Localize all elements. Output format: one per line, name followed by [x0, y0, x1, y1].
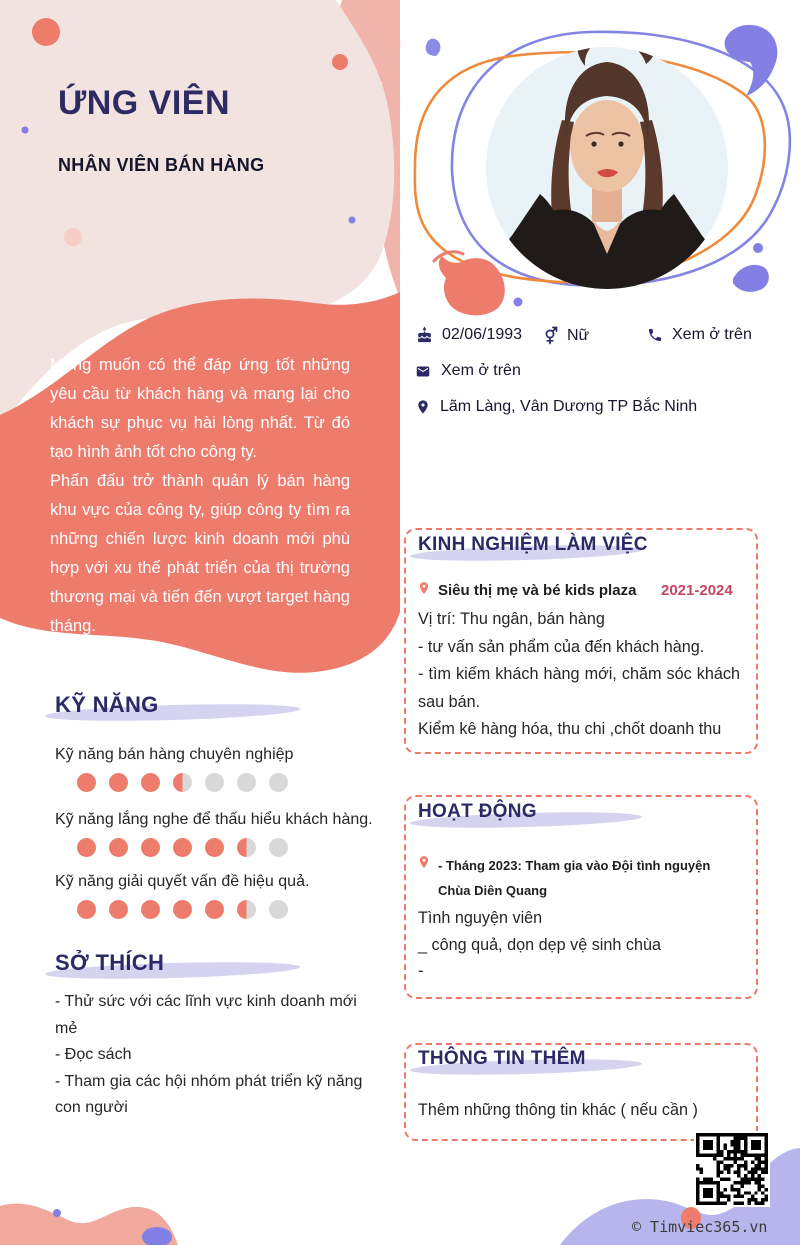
page-title: ỨNG VIÊN — [58, 84, 231, 122]
skill-dot — [269, 900, 288, 919]
skill-dot — [141, 838, 160, 857]
skills-heading — [45, 692, 305, 726]
skill-dot — [109, 838, 128, 857]
skill-dot — [77, 838, 96, 857]
skill-label: Kỹ năng bán hàng chuyên nghiệp — [55, 746, 294, 763]
hobby-item: - Thử sức với các lĩnh vực kinh doanh mới mẻ — [55, 993, 357, 1037]
purple-dot-3 — [514, 298, 523, 307]
skill-dots — [77, 838, 385, 857]
gender-row — [543, 326, 589, 345]
email-value: Xem ở trên — [441, 362, 521, 379]
skill-label: Kỹ năng lắng nghe để thấu hiểu khách hàng. — [55, 811, 373, 828]
skill-dot — [205, 900, 224, 919]
skill-dot — [109, 900, 128, 919]
gender-icon — [543, 326, 558, 345]
skill-dot — [269, 838, 288, 857]
experience-line: - tìm kiếm khách hàng mới, chăm sóc khách sau bán. — [418, 665, 740, 711]
hobbies-heading-text: SỞ THÍCH — [55, 950, 165, 975]
skill-dot — [109, 773, 128, 792]
location-pin-icon — [417, 579, 431, 597]
activities-heading — [410, 801, 740, 831]
profile-photo — [486, 9, 728, 292]
skill-dot — [237, 773, 256, 792]
skill-label: Kỹ năng giải quyết vấn đề hiệu quả. — [55, 873, 310, 890]
coral-dot-large — [32, 18, 60, 46]
page-subtitle: NHÂN VIÊN BÁN HÀNG — [58, 155, 265, 175]
hobby-item: - Đọc sách — [55, 1046, 132, 1063]
email-icon — [414, 364, 432, 379]
purple-dot-2 — [349, 217, 356, 224]
email-row — [414, 362, 521, 380]
purple-blob-photo — [733, 265, 769, 292]
activity-line: _ công quả, dọn dẹp vệ sinh chùa — [418, 935, 662, 954]
skill-dot — [141, 900, 160, 919]
skill-dots — [77, 773, 385, 792]
skill-dot — [237, 900, 256, 919]
qr-code-image — [696, 1133, 768, 1205]
hobbies-heading — [45, 950, 305, 984]
coral-dot-small — [332, 54, 348, 70]
activity-title: - Tháng 2023: Tham gia vào Đội tình nguyện Chùa Diên Quang — [438, 858, 711, 898]
skill-dot — [173, 838, 192, 857]
company-name: Siêu thị mẹ và bé kids plaza — [438, 582, 637, 599]
skill-item — [55, 873, 385, 919]
objective-paragraph-1: Mong muốn có thể đáp ứng tốt những yêu cầu từ khách hàng và mang lại cho khách sự phục vụ hài lòng nhất. Từ đó tạo hình ảnh tốt cho công ty. — [50, 356, 350, 461]
career-objective — [50, 351, 350, 641]
activity-details — [418, 905, 740, 985]
skills-heading-text: KỸ NĂNG — [55, 692, 159, 717]
objective-paragraph-2: Phấn đấu trở thành quản lý bán hàng khu vực của công ty, giúp công ty tìm ra những chiến lược kinh doanh mới phù hợp với xu thế phát triển của thị trường thương mại và tiến đến vượt target hàng tháng. — [50, 472, 350, 635]
activity-line: - — [418, 962, 424, 980]
skill-dots — [77, 900, 385, 919]
experience-line: Kiểm kê hàng hóa, thu chi ,chốt doanh thu — [418, 720, 722, 738]
additional-heading — [410, 1048, 740, 1078]
skill-dot — [205, 773, 224, 792]
birthday-row — [416, 326, 522, 344]
skill-dot — [237, 838, 256, 857]
purple-dot-4 — [753, 243, 763, 253]
coral-blob-photo — [439, 256, 505, 315]
qr-code — [694, 1131, 770, 1207]
address-row — [415, 397, 697, 417]
purple-dot-footer — [53, 1209, 61, 1217]
hobby-item: - Tham gia các hội nhóm phát triển kỹ năng con người — [55, 1072, 363, 1116]
skill-dot — [77, 900, 96, 919]
footer-credit: © Timviec365.vn — [632, 1218, 768, 1236]
activities-heading-text: HOẠT ĐỘNG — [418, 801, 537, 822]
experience-period: 2021-2024 — [661, 582, 733, 599]
gender-value: Nữ — [567, 326, 590, 344]
address-value: Lãm Làng, Vân Dương TP Bắc Ninh — [440, 398, 698, 415]
purple-dot-1 — [22, 127, 29, 134]
phone-icon — [647, 327, 663, 343]
additional-heading-text: THÔNG TIN THÊM — [418, 1048, 586, 1069]
experience-pin — [417, 579, 431, 602]
activity-line: Tình nguyện viên — [418, 909, 543, 927]
skill-dot — [173, 900, 192, 919]
birthday-cake-icon — [416, 326, 433, 344]
skill-dot — [269, 773, 288, 792]
location-pin-icon — [415, 397, 431, 417]
experience-heading — [410, 534, 740, 564]
location-pin-icon — [417, 853, 431, 871]
hobbies-list — [55, 989, 377, 1122]
experience-line: - tư vấn sản phẩm của đến khách hàng. — [418, 637, 705, 656]
experience-line: Vị trí: Thu ngân, bán hàng — [418, 610, 605, 628]
phone-row — [647, 326, 752, 344]
skill-item — [55, 811, 385, 857]
phone-value: Xem ở trên — [672, 326, 752, 343]
skill-dot — [205, 838, 224, 857]
lightpink-dot — [64, 228, 82, 246]
skill-dot — [77, 773, 96, 792]
additional-text: Thêm những thông tin khác ( nếu cần ) — [418, 1101, 698, 1119]
experience-heading-text: KINH NGHIỆM LÀM VIỆC — [418, 534, 648, 555]
skill-item — [55, 746, 385, 792]
skill-dot — [141, 773, 160, 792]
skill-dot — [173, 773, 192, 792]
lavender-droplet — [426, 39, 441, 56]
experience-details — [418, 606, 740, 744]
birthday-value: 02/06/1993 — [442, 326, 523, 343]
activities-pin — [417, 853, 431, 876]
